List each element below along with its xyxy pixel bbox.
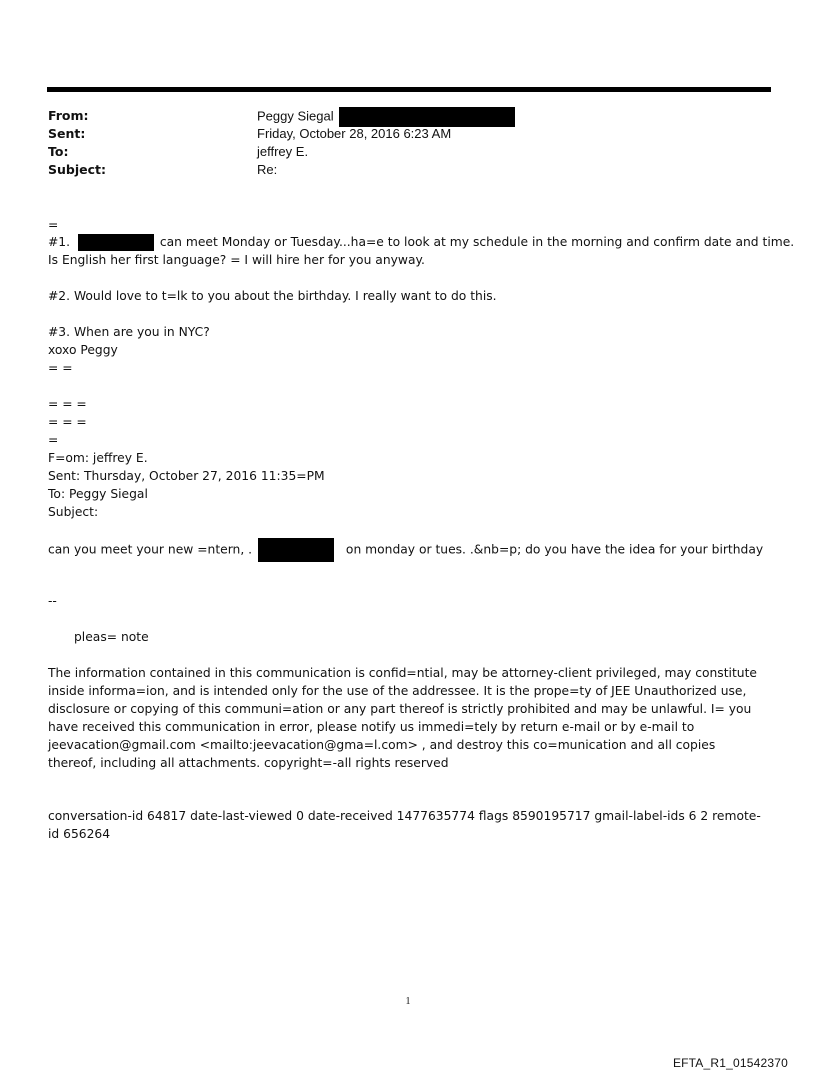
note-line: pleas= note <box>74 630 149 644</box>
to-row <box>48 143 748 161</box>
from-value <box>257 107 515 127</box>
header-rule <box>47 87 771 92</box>
eq-line: = <box>48 433 59 447</box>
from-row <box>48 107 748 125</box>
quoted-to: To: Peggy Siegal <box>48 487 148 501</box>
message-body <box>48 216 795 976</box>
from-name: Peggy Siegal <box>257 108 334 124</box>
item-1-line <box>48 233 794 251</box>
item-3: #3. When are you in NYC? <box>48 325 210 339</box>
to-value: jeffrey E. <box>257 144 309 159</box>
item-1-line-2: Is English her first language? = I will hire her for you anyway. <box>48 253 425 267</box>
subject-value: Re: <box>257 162 278 177</box>
quoted-from: F=om: jeffrey E. <box>48 451 148 465</box>
from-label: From: <box>48 108 89 123</box>
subject-row <box>48 161 748 179</box>
page-number: 1 <box>405 996 411 1007</box>
eq-line: = = <box>48 361 73 375</box>
metadata: conversation-id 64817 date-last-viewed 0 date-received 1477635774 flags 8590195717 gmail-label-ids 6 2 remote-id 656264 <box>48 809 761 841</box>
to-label: To: <box>48 144 69 159</box>
signature-dashes: -- <box>48 594 57 608</box>
item-2: #2. Would love to t=lk to you about the birthday. I really want to do this. <box>48 289 497 303</box>
email-header <box>48 107 748 187</box>
quoted-subject: Subject: <box>48 505 99 519</box>
quoted-body-suffix: on monday or tues. .&nb=p; do you have the idea for your birthday <box>345 542 764 557</box>
quoted-sent: Sent: Thursday, October 27, 2016 11:35=PM <box>48 469 325 483</box>
signoff: xoxo Peggy <box>48 343 118 357</box>
quoted-body-prefix: can you meet your new =ntern, . <box>48 542 253 557</box>
sent-row <box>48 125 748 143</box>
item-1-prefix: #1. <box>48 235 71 249</box>
eq-line: = <box>48 218 59 232</box>
sent-label: Sent: <box>48 126 86 141</box>
eq-line: = = = <box>48 415 87 429</box>
redaction-box <box>78 234 154 251</box>
item-1-text: can meet Monday or Tuesday...ha=e to look at my schedule in the morning and confirm date and time. <box>159 235 795 249</box>
disclaimer: The information contained in this communication is confid=ntial, may be attorney-client privileged, may constitute inside informa=ion, and is intended only for the use of the addressee. It is the prope=ty of JEE Unauthorized use, disclosure or copying of this communi=ation or any part thereof is strictly prohibited and may be unlawful. I= you have received this communication in error, please notify us immedi=tely by return e-mail or by e-mail to jeevacation@gmail.com <mailto:jeevacation@gma=l.com> , and destroy this co=munication and all copies thereof, including all attachments. copyright=-all rights reserved <box>48 666 757 770</box>
subject-label: Subject: <box>48 162 106 177</box>
redaction-box <box>258 538 334 562</box>
redaction-box <box>339 107 515 127</box>
quoted-body <box>48 538 763 562</box>
eq-line: = = = <box>48 397 87 411</box>
bates-number: EFTA_R1_01542370 <box>672 1056 788 1070</box>
sent-value: Friday, October 28, 2016 6:23 AM <box>257 126 452 141</box>
